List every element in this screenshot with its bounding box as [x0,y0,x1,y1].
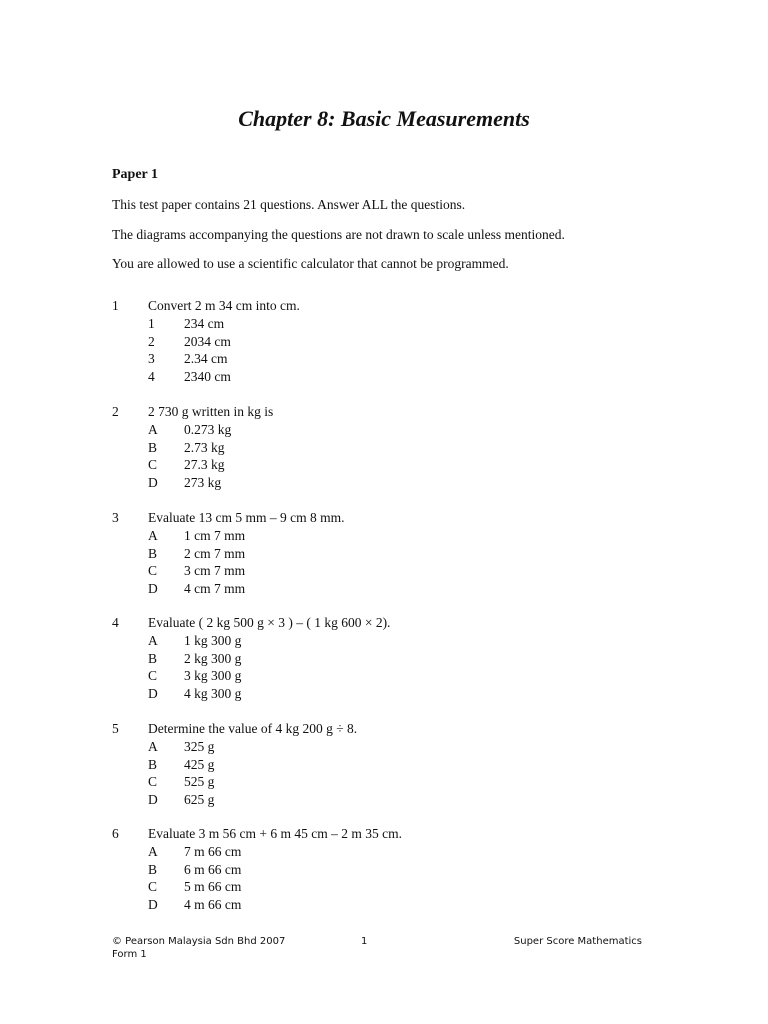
instruction-line: This test paper contains 21 questions. Answer ALL the questions. [112,197,466,212]
option-label: A [148,633,158,648]
option-label: B [148,650,158,666]
option-text: 325 g [184,739,215,754]
question-5 [112,720,672,809]
answer-option [112,439,672,457]
option-text: 2.73 kg [184,439,225,455]
answer-option [112,650,672,668]
option-text: 3 cm 7 mm [184,563,246,579]
option-label: 3 [148,351,155,367]
answer-option [112,667,672,685]
answer-option [112,456,672,474]
option-label: C [148,457,158,473]
option-text: 4 m 66 cm [184,897,242,913]
answer-option [112,333,672,351]
form-label: Form 1 [112,949,147,960]
question-text: Evaluate ( 2 kg 500 g × 3 ) – ( 1 kg 600 × 2). [148,615,391,630]
option-label: C [148,774,158,790]
answer-option [112,545,672,563]
option-text: 2340 cm [184,369,231,385]
instruction-line: You are allowed to use a scientific calculator that cannot be programmed. [112,256,509,271]
option-text: 2 cm 7 mm [184,545,246,561]
page-title: Chapter 8: Basic Measurements [238,106,530,131]
question-2 [112,403,672,492]
question-number: 6 [112,826,119,841]
answer-option [112,861,672,879]
option-label: A [148,528,158,543]
answer-option [112,562,672,580]
option-text: 625 g [184,792,215,808]
option-text: 4 kg 300 g [184,686,242,702]
answer-option [112,350,672,368]
option-label: D [148,581,158,597]
question-number: 1 [112,298,119,313]
answer-option [112,791,672,809]
answer-option [112,632,672,650]
instruction-line: The diagrams accompanying the questions are not drawn to scale unless mentioned. [112,227,565,242]
option-text: 0.273 kg [184,422,232,437]
question-text: Convert 2 m 34 cm into cm. [148,298,300,313]
option-label: D [148,897,158,913]
question-text: 2 730 g written in kg is [148,404,274,419]
question-3 [112,509,672,598]
answer-option [112,580,672,598]
option-text: 234 cm [184,316,225,331]
option-label: C [148,879,158,895]
copyright-text: © Pearson Malaysia Sdn Bhd 2007 [112,936,286,947]
answer-option [112,474,672,492]
option-text: 7 m 66 cm [184,844,242,859]
option-label: B [148,756,158,772]
answer-option [112,421,672,439]
option-label: 4 [148,369,155,385]
answer-option [112,843,672,861]
option-text: 2 kg 300 g [184,650,242,666]
question-number: 3 [112,510,119,525]
answer-option [112,527,672,545]
question-text: Determine the value of 4 kg 200 g ÷ 8. [148,721,358,736]
option-label: C [148,563,158,579]
question-number: 5 [112,721,119,736]
option-text: 6 m 66 cm [184,861,242,877]
question-6 [112,825,672,914]
series-title: Super Score Mathematics [513,936,642,947]
option-text: 2.34 cm [184,351,228,367]
option-text: 1 kg 300 g [184,633,242,648]
option-label: B [148,861,158,877]
question-1 [112,297,672,386]
option-text: 4 cm 7 mm [184,581,246,597]
question-number: 4 [112,615,119,630]
option-label: D [148,686,158,702]
paper-label: Paper 1 [112,167,159,182]
option-label: 2 [148,333,155,349]
option-text: 3 kg 300 g [184,668,242,684]
option-text: 27.3 kg [184,457,225,473]
option-label: D [148,792,158,808]
option-text: 2034 cm [184,333,231,349]
option-label: 1 [148,316,155,331]
page-number: 1 [361,936,368,947]
answer-option [112,738,672,756]
option-text: 5 m 66 cm [184,879,242,895]
option-text: 425 g [184,756,215,772]
option-label: B [148,439,158,455]
option-label: A [148,422,158,437]
option-text: 525 g [184,774,215,790]
option-label: D [148,475,158,491]
answer-option [112,685,672,703]
answer-option [112,896,672,914]
option-label: B [148,545,158,561]
answer-option [112,878,672,896]
answer-option [112,315,672,333]
option-text: 273 kg [184,475,222,491]
option-label: A [148,844,158,859]
answer-option [112,773,672,791]
answer-option [112,756,672,774]
option-label: A [148,739,158,754]
option-text: 1 cm 7 mm [184,528,246,543]
question-text: Evaluate 13 cm 5 mm – 9 cm 8 mm. [148,510,345,525]
question-4 [112,614,672,703]
option-label: C [148,668,158,684]
question-text: Evaluate 3 m 56 cm + 6 m 45 cm – 2 m 35 cm. [148,826,402,841]
question-number: 2 [112,404,119,419]
answer-option [112,368,672,386]
